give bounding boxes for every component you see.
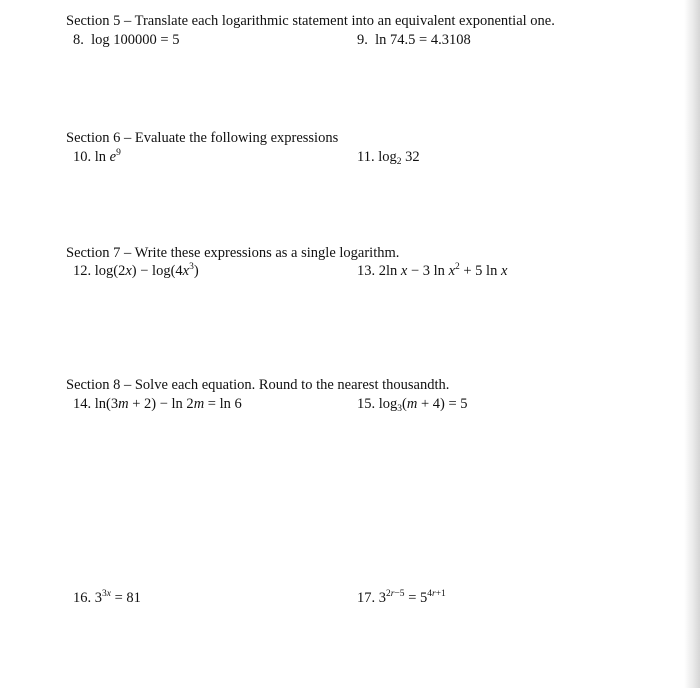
page-edge-shadow (684, 0, 700, 688)
problem-14-number: 14. (73, 396, 92, 412)
problem-8-expression: log 100000 = 5 (91, 32, 180, 48)
problem-15-expression: $\log_3(m + 4) = 5$ (378, 396, 468, 414)
problem-9-expression: ln 74.5 = 4.3108 (375, 32, 471, 48)
problem-15-number: 15. (357, 396, 376, 412)
problem-9 (357, 32, 471, 49)
section-5-heading: Section 5 – Translate each logarithmic statement into an equivalent exponential one. (66, 13, 555, 29)
problem-17 (357, 590, 446, 607)
problem-10-expression: $\ln e^9$ (94, 148, 121, 165)
problem-10 (73, 149, 121, 166)
problem-17-number: 17. (357, 590, 376, 606)
problem-11-number: 11. (357, 149, 375, 165)
problem-12 (73, 263, 199, 280)
problem-16 (73, 590, 141, 607)
problem-14 (73, 396, 242, 413)
problem-14-expression: ln(3m + 2) − ln 2m = ln 6 (94, 396, 242, 412)
section-6-heading: Section 6 – Evaluate the following expressions (66, 130, 339, 146)
section-7-heading: Section 7 – Write these expressions as a single logarithm. (66, 245, 400, 261)
problem-11-expression: $\log_2 32$ (378, 149, 420, 167)
problem-13 (357, 263, 507, 280)
problem-8-number: 8. (73, 32, 84, 48)
section-8-heading: Section 8 – Solve each equation. Round to the nearest thousandth. (66, 377, 450, 393)
problem-17-expression: $3^{2r-5} = 5^{4r+1}$ (378, 589, 446, 606)
problem-11 (357, 149, 420, 166)
problem-16-expression: $3^{3x} = 81$ (94, 589, 141, 606)
problem-16-number: 16. (73, 590, 92, 606)
problem-10-number: 10. (73, 149, 92, 165)
problem-9-number: 9. (357, 32, 368, 48)
problem-8 (73, 32, 179, 49)
problem-12-expression: $\log(2x) - \log(4x^3)$ (94, 262, 199, 279)
problem-15 (357, 396, 468, 413)
problem-12-number: 12. (73, 263, 92, 279)
problem-13-number: 13. (357, 263, 376, 279)
problem-13-expression: 2ln x − 3 $\ln x^2 + 5$ ln x (378, 262, 508, 279)
